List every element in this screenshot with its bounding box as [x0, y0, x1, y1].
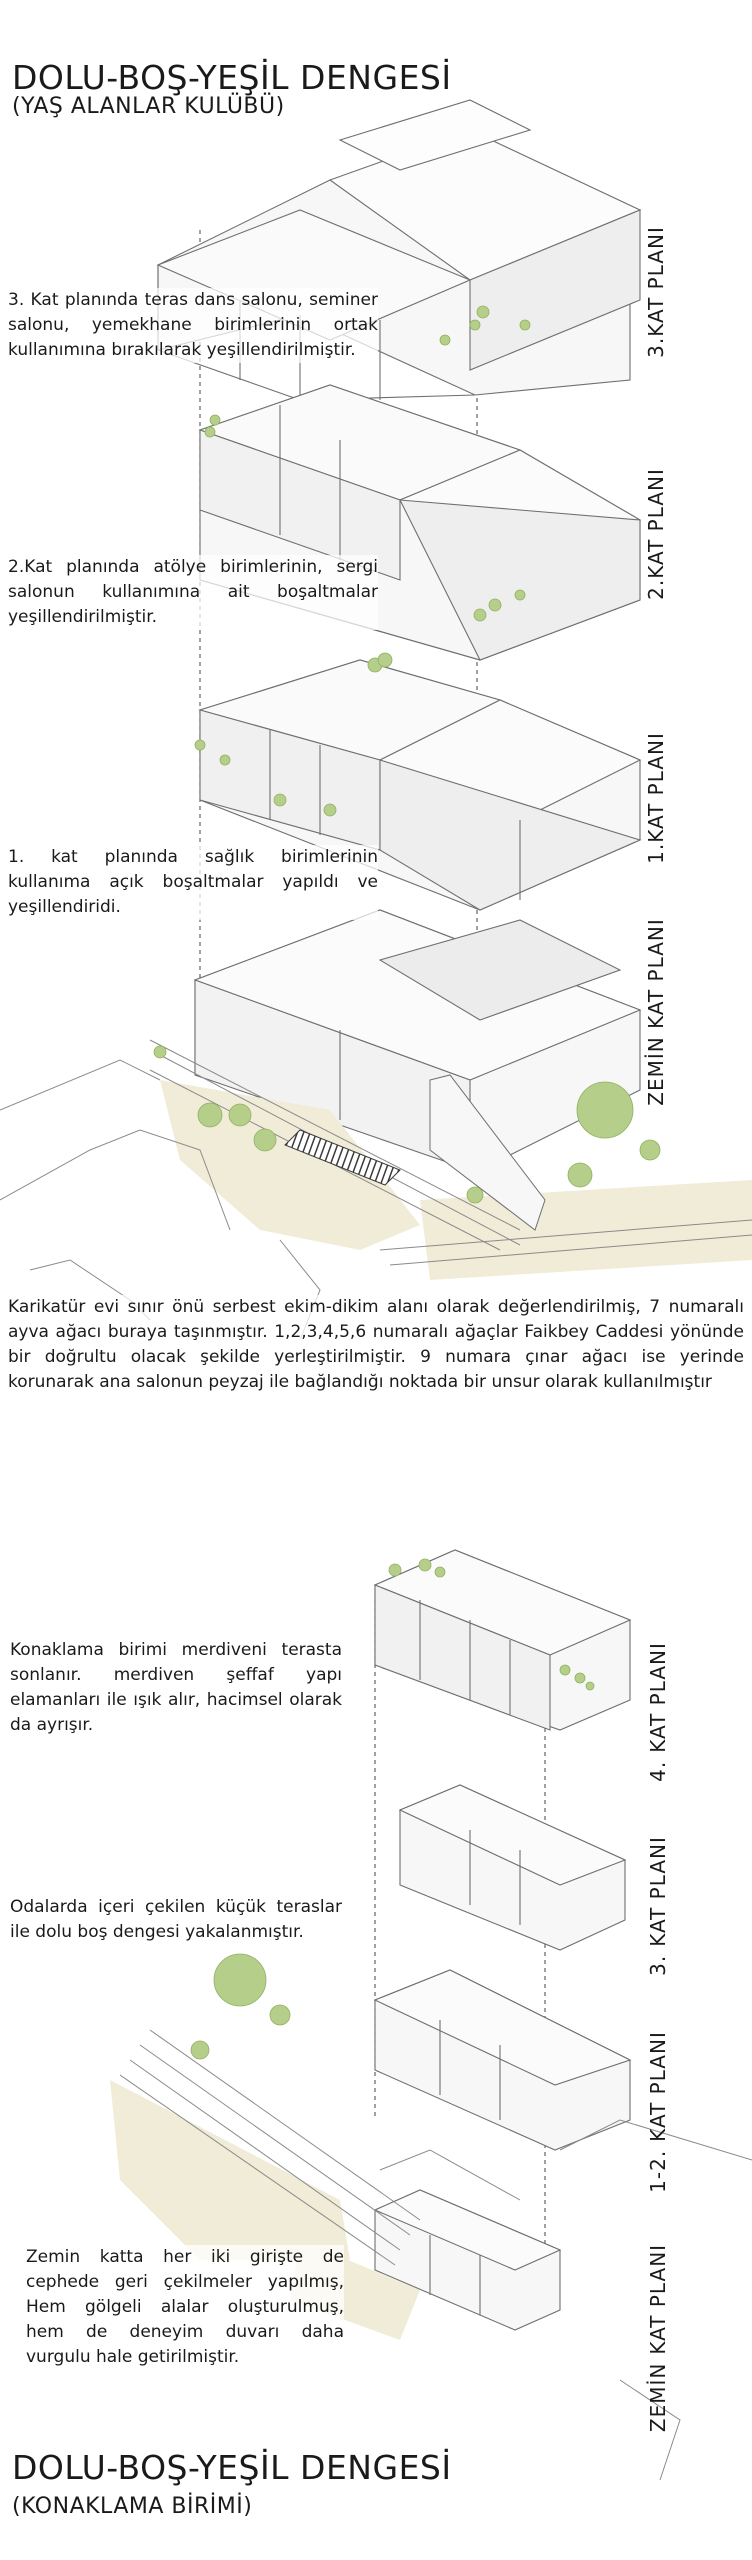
- club-floor-label-1-text: 1.KAT PLANI: [644, 732, 668, 864]
- lodging-floor-label-ground: [646, 2244, 670, 2432]
- club-floor-label-3: [644, 226, 668, 358]
- club-floor-label-2: [644, 468, 668, 600]
- club-title: DOLU-BOŞ-YEŞİL DENGESİ: [12, 58, 452, 97]
- lodging-note-ground: Zemin katta her iki girişte de cephede geri çekilmeler yapılmış, Hem gölgeli alalar oluşturulmuş, hem de deneyim duvarı daha vurgulu hale getirilmiştir.: [26, 2245, 344, 2370]
- club-note-floor-2: 2.Kat planında atölye birimlerinin, sergi salonun kullanımına ait boşaltmalar yeşillendirilmiştir.: [8, 555, 378, 630]
- lodging-floor-label-1-2-number: 1-2.: [646, 2149, 670, 2193]
- club-subtitle: (YAŞ ALANLAR KULÜBÜ): [12, 94, 285, 119]
- lodging-floor-1-2-volume: [375, 1970, 630, 2150]
- lodging-note-stair: Konaklama birimi merdiveni terasta sonlanır. merdiven şeffaf yapı elamanları ile ışık alır, hacimsel olarak da ayrışır.: [10, 1638, 342, 1738]
- lodging-floor-label-3: [646, 1836, 670, 1976]
- club-floor-label-2-text: 2.KAT PLANI: [644, 468, 668, 600]
- lodging-floor-4-volume: [375, 1550, 630, 1730]
- lodging-subtitle: (KONAKLAMA BİRİMİ): [12, 2494, 253, 2519]
- lodging-floor-label-3-number: 3.: [646, 1954, 670, 1976]
- club-note-floor-3: 3. Kat planında teras dans salonu, seminer salonu, yemekhane birimlerinin ortak kullanımına bırakılarak yeşillendirilmiştir.: [8, 288, 378, 363]
- lodging-floor-label-4: [646, 1642, 670, 1782]
- lodging-floor-label-ground-name: KAT PLANI: [646, 2243, 670, 2355]
- lodging-floor-label-4-number: 4.: [646, 1760, 670, 1782]
- lodging-note-terraces: Odalarda içeri çekilen küçük teraslar ile dolu boş dengesi yakalanmıştır.: [10, 1895, 342, 1945]
- club-floor-label-1: [644, 732, 668, 864]
- lodging-floor-label-ground-number: ZEMİN: [646, 2362, 670, 2433]
- lodging-floor-3-volume: [400, 1785, 625, 1950]
- lodging-title: DOLU-BOŞ-YEŞİL DENGESİ: [12, 2448, 452, 2487]
- club-floor-label-ground-text: ZEMİN KAT PLANI: [644, 918, 668, 1106]
- club-site-note: Karikatür evi sınır önü serbest ekim-dikim alanı olarak değerlendirilmiş, 7 numaralı ayva ağacı buraya taşınmıştır. 1,2,3,4,5,6 numaralı ağaçlar Faikbey Caddesi yönünde bir doğrultu olacak şekilde yerleştirilmiştir. 9 numara çınar ağacı ise yerinde korunarak ana salonun peyzaj ile bağlandığı noktada bir unsur olarak kullanılmıştır: [8, 1295, 744, 1395]
- club-floor-label-ground: [644, 918, 668, 1105]
- club-note-floor-1: 1. kat planında sağlık birimlerinin kullanıma açık boşaltmalar yapıldı ve yeşillendiridi.: [8, 845, 378, 920]
- lodging-floor-label-1-2: [646, 2031, 670, 2193]
- lodging-floor-label-4-name: KAT PLANI: [646, 1642, 670, 1753]
- lodging-floor-label-1-2-name: KAT PLANI: [646, 2031, 670, 2142]
- club-floor-label-3-text: 3.KAT PLANI: [644, 226, 668, 358]
- lodging-floor-label-3-name: KAT PLANI: [646, 1836, 670, 1947]
